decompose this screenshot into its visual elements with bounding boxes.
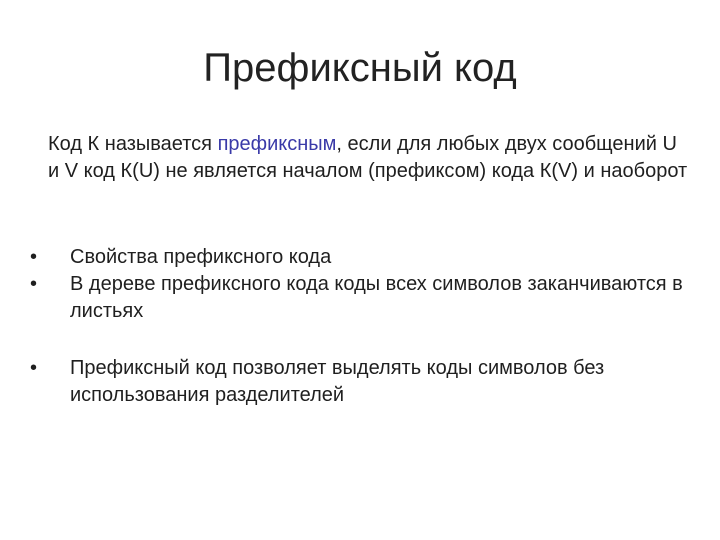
bullet-text: Свойства префиксного кода [70,246,332,268]
definition-text-before: Код К называется [48,133,218,155]
definition-paragraph [48,131,688,185]
bullet-dot-icon: • [30,273,38,295]
bullet-text: Префиксный код позволяет выделять коды символов без использования разделителей [70,357,605,406]
bullet-item [24,355,694,409]
definition-text-after: , если для любых двух сообщений U и V код К(U) не является началом (префиксом) кода К(V) и наоборот [48,133,688,182]
bullet-text: В дереве префиксного кода коды всех символов заканчиваются в листьях [70,273,683,322]
definition-highlight-term: префиксным [217,133,337,155]
bullet-item [24,271,694,325]
bullet-dot-icon: • [30,246,38,268]
bullet-dot-icon: • [30,357,38,379]
bullet-item [24,244,694,271]
slide-title: Префиксный код [203,46,517,90]
bullet-list [24,244,694,409]
